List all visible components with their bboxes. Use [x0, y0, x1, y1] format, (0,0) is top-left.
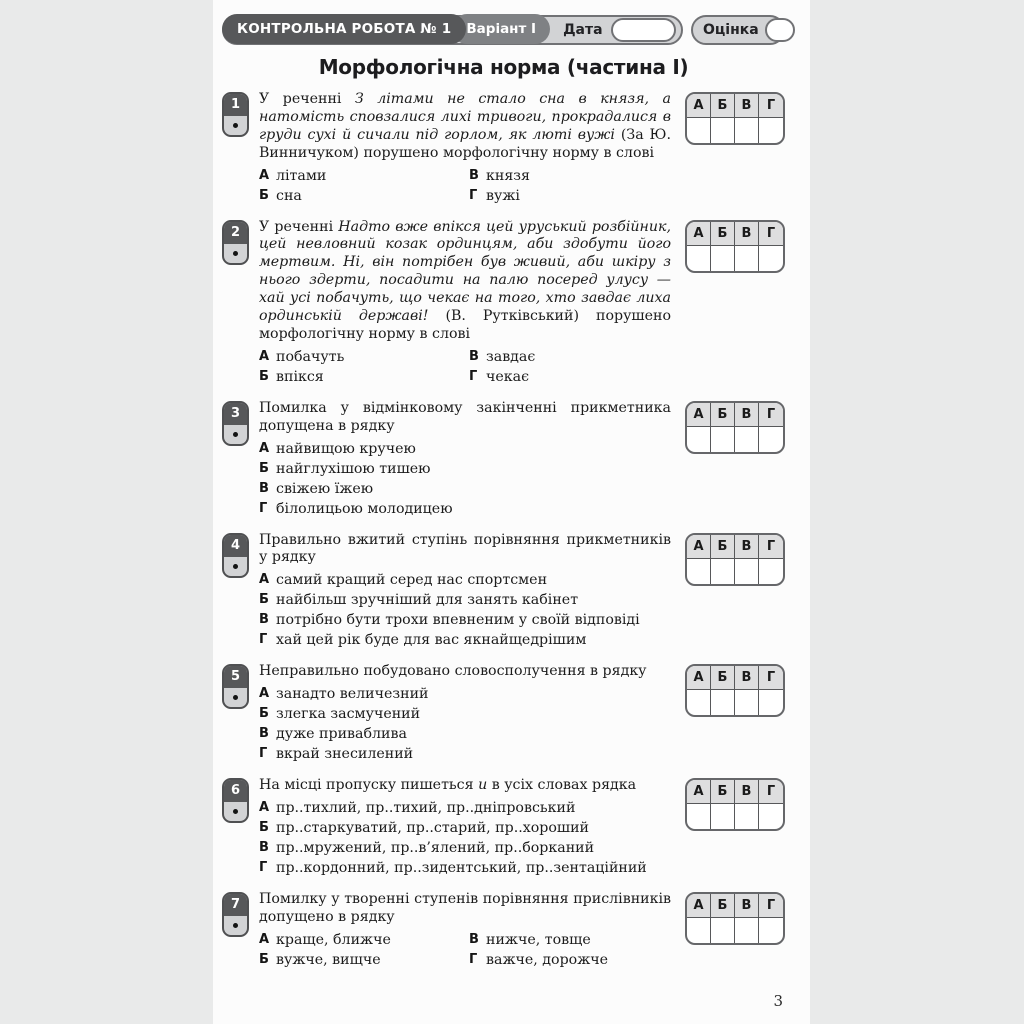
- option-a: [259, 798, 671, 818]
- option-letter: Б: [259, 820, 269, 836]
- grid-header-g: Г: [766, 225, 776, 241]
- option-text: пр..тихлий, пр..тихий, пр..дніпровський: [276, 800, 576, 817]
- option-letter: Б: [259, 951, 269, 967]
- option-text: вужче, вищче: [276, 951, 381, 968]
- grid-header-v: В: [735, 780, 759, 803]
- question-number-badge: [222, 664, 249, 709]
- option-b: [259, 818, 671, 838]
- answer-cell[interactable]: [759, 427, 783, 452]
- option-a: [259, 166, 461, 186]
- option-letter: А: [259, 931, 270, 947]
- control-work-title: КОНТРОЛЬНА РОБОТА № 1: [222, 14, 466, 44]
- option-text: хай цей рік буде для вас якнайщедрішим: [276, 632, 587, 649]
- badge-dot-area: [224, 425, 247, 444]
- option-v: [259, 610, 671, 630]
- option-b: [259, 590, 671, 610]
- grid-header-a: А: [687, 894, 711, 917]
- grid-header-a: А: [687, 403, 711, 426]
- options-list: [259, 570, 671, 650]
- question-7: [222, 891, 785, 970]
- answer-cell[interactable]: [759, 804, 783, 829]
- option-v: [259, 838, 671, 858]
- option-text: чекає: [486, 368, 530, 385]
- option-text: білолицьою молодицею: [276, 500, 453, 517]
- option-text: потрібно бути трохи впевненим у своїй відповіді: [276, 612, 640, 629]
- answer-grid-header: [687, 780, 783, 804]
- option-letter: Б: [259, 706, 269, 722]
- option-text: злегка засмучений: [276, 706, 421, 723]
- bullet-dot-icon: [233, 123, 238, 128]
- answer-cell[interactable]: [687, 559, 711, 584]
- answer-cell[interactable]: [711, 427, 735, 452]
- answer-grid-header: [687, 666, 783, 690]
- option-b: [259, 459, 671, 479]
- option-text: пр..старкуватий, пр..старий, пр..хороший: [276, 820, 589, 837]
- option-letter: Г: [469, 951, 478, 967]
- question-4: [222, 532, 785, 651]
- option-a: [259, 684, 671, 704]
- option-text: найглухішою тишею: [276, 460, 431, 477]
- question-body: [259, 91, 671, 206]
- bullet-dot-icon: [233, 251, 238, 256]
- option-a: [259, 347, 461, 367]
- question-body: [259, 777, 671, 878]
- answer-grid: [685, 533, 785, 586]
- badge-dot-area: [224, 802, 247, 821]
- option-g: [469, 186, 671, 206]
- option-letter: Б: [259, 368, 269, 384]
- option-v: [469, 347, 671, 367]
- grid-header-b: Б: [711, 94, 735, 117]
- option-letter: В: [259, 612, 269, 628]
- page-number: 3: [773, 992, 783, 1010]
- question-3: [222, 400, 785, 519]
- question-body: [259, 400, 671, 519]
- answer-grid: [685, 220, 785, 273]
- option-text: літами: [276, 167, 327, 184]
- variant-badge: Варіант I: [452, 14, 550, 44]
- answer-grid-header: [687, 94, 783, 118]
- answer-cell[interactable]: [759, 559, 783, 584]
- option-v: [469, 930, 671, 950]
- grid-header-b: Б: [711, 403, 735, 426]
- answer-grid-header: [687, 403, 783, 427]
- question-number: 5: [224, 666, 247, 688]
- answer-cell[interactable]: [759, 918, 783, 943]
- option-b: [259, 950, 461, 970]
- answer-cell[interactable]: [711, 690, 735, 715]
- option-text: найвищою кручею: [276, 440, 416, 457]
- grid-header-b: Б: [711, 666, 735, 689]
- option-b: [259, 367, 461, 387]
- badge-dot-area: [224, 688, 247, 707]
- option-a: [259, 439, 671, 459]
- bullet-dot-icon: [233, 923, 238, 928]
- question-stem: Помилка у відмінковому закінченні прикметника допущена в рядку: [259, 399, 671, 434]
- answer-grid-body: [687, 246, 783, 271]
- options-list: [259, 798, 671, 878]
- answer-cell[interactable]: [687, 118, 711, 143]
- option-letter: В: [259, 726, 269, 742]
- answer-cell[interactable]: [687, 246, 711, 271]
- option-letter: Г: [259, 860, 268, 876]
- answer-grid-body: [687, 690, 783, 715]
- grid-header-b: Б: [711, 780, 735, 803]
- option-g: [259, 858, 671, 878]
- option-letter: А: [259, 800, 270, 816]
- grid-header-g: Г: [766, 406, 776, 422]
- answer-grid: [685, 401, 785, 454]
- options-list: [259, 439, 671, 519]
- date-label: Дата: [563, 22, 603, 38]
- option-letter: А: [259, 440, 270, 456]
- answer-cell[interactable]: [687, 690, 711, 715]
- answer-grid-header: [687, 222, 783, 246]
- grid-header-g: Г: [766, 670, 776, 686]
- option-letter: В: [469, 348, 479, 364]
- option-letter: Б: [259, 460, 269, 476]
- badge-dot-area: [224, 916, 247, 935]
- option-text: нижче, товще: [486, 931, 591, 948]
- answer-cell[interactable]: [687, 804, 711, 829]
- option-text: побачуть: [276, 348, 345, 365]
- option-g: [259, 630, 671, 650]
- options-list: [259, 166, 671, 206]
- answer-cell[interactable]: [711, 246, 735, 271]
- options-list: [259, 684, 671, 764]
- grid-header-v: В: [735, 403, 759, 426]
- option-letter: А: [259, 686, 270, 702]
- option-text: дуже приваблива: [276, 726, 407, 743]
- grade-label: Оцінка: [703, 22, 759, 38]
- option-b: [259, 186, 461, 206]
- grid-header-a: А: [687, 94, 711, 117]
- question-number: 3: [224, 403, 247, 425]
- option-b: [259, 704, 671, 724]
- badge-dot-area: [224, 244, 247, 263]
- question-number: 2: [224, 222, 247, 244]
- option-a: [259, 570, 671, 590]
- answer-grid: [685, 778, 785, 831]
- answer-cell[interactable]: [759, 246, 783, 271]
- question-body: [259, 532, 671, 651]
- grid-header-a: А: [687, 666, 711, 689]
- answer-cell[interactable]: [711, 118, 735, 143]
- option-text: вкрай знесилений: [276, 746, 414, 763]
- answer-grid-body: [687, 427, 783, 452]
- option-letter: В: [469, 167, 479, 183]
- option-g: [259, 744, 671, 764]
- worksheet-page: [213, 0, 810, 1024]
- grid-header-v: В: [735, 535, 759, 558]
- answer-grid-header: [687, 894, 783, 918]
- answer-cell[interactable]: [687, 918, 711, 943]
- answer-cell[interactable]: [711, 804, 735, 829]
- answer-cell[interactable]: [735, 918, 759, 943]
- option-g: [469, 367, 671, 387]
- option-letter: В: [259, 840, 269, 856]
- answer-grid-body: [687, 918, 783, 943]
- answer-cell[interactable]: [735, 118, 759, 143]
- option-text: занадто величезний: [276, 686, 429, 703]
- question-number-badge: [222, 220, 249, 265]
- date-input[interactable]: [611, 18, 676, 42]
- question-number: 7: [224, 894, 247, 916]
- option-a: [259, 930, 461, 950]
- grid-header-a: А: [687, 780, 711, 803]
- option-text: краще, ближче: [276, 931, 391, 948]
- answer-cell[interactable]: [711, 559, 735, 584]
- option-v: [469, 166, 671, 186]
- bullet-dot-icon: [233, 695, 238, 700]
- question-stem: У реченні З літами не стало сна в князя, а натомість сповзалися лихі тривоги, прокрадалися в груди сухі й сичали під горлом, як люті вужі (За Ю. Винничуком) порушено морфологічну норму в слові: [259, 91, 671, 161]
- question-stem: У реченні Надто вже впікся цей уруський розбійник, цей невловний козак ординцям, аби здобути його мертвим. Ні, він потрібен був живий, аби шкіру з нього здерти, посадити на палю посеред улусу — хай усі побачуть, що чекає на того, хто завдає лиха ординській державі! (В. Рутківський) порушено морфологічну норму в слові: [259, 218, 671, 342]
- option-letter: Б: [259, 187, 269, 203]
- question-5: [222, 663, 785, 764]
- option-text: сна: [276, 187, 302, 204]
- grid-header-v: В: [735, 666, 759, 689]
- question-6: [222, 777, 785, 878]
- grid-header-v: В: [735, 222, 759, 245]
- question-number: 1: [224, 94, 247, 116]
- option-text: самий кращий серед нас спортсмен: [276, 572, 548, 589]
- option-v: [259, 724, 671, 744]
- option-text: князя: [486, 167, 530, 184]
- answer-cell[interactable]: [687, 427, 711, 452]
- option-text: важче, дорожче: [486, 951, 609, 968]
- question-number-badge: [222, 892, 249, 937]
- grid-header-a: А: [687, 222, 711, 245]
- option-letter: А: [259, 572, 270, 588]
- question-number-badge: [222, 533, 249, 578]
- badge-dot-area: [224, 557, 247, 576]
- option-g: [469, 950, 671, 970]
- bullet-dot-icon: [233, 432, 238, 437]
- question-body: [259, 891, 671, 970]
- answer-grid-header: [687, 535, 783, 559]
- bullet-dot-icon: [233, 564, 238, 569]
- answer-cell[interactable]: [711, 918, 735, 943]
- question-number: 4: [224, 535, 247, 557]
- question-1: [222, 91, 785, 206]
- answer-grid-body: [687, 804, 783, 829]
- option-text: завдає: [486, 348, 536, 365]
- option-g: [259, 499, 671, 519]
- grid-header-b: Б: [711, 535, 735, 558]
- option-text: вужі: [486, 187, 520, 204]
- question-number: 6: [224, 780, 247, 802]
- bullet-dot-icon: [233, 809, 238, 814]
- grid-header-v: В: [735, 894, 759, 917]
- answer-cell[interactable]: [759, 118, 783, 143]
- grid-header-g: Г: [766, 538, 776, 554]
- option-letter: В: [469, 931, 479, 947]
- options-list: [259, 347, 671, 387]
- grid-header-v: В: [735, 94, 759, 117]
- answer-cell[interactable]: [735, 559, 759, 584]
- grade-bar: [691, 15, 785, 45]
- question-number-badge: [222, 778, 249, 823]
- option-letter: Г: [259, 746, 268, 762]
- grid-header-b: Б: [711, 894, 735, 917]
- option-letter: Г: [469, 368, 478, 384]
- question-stem: На місці пропуску пишеться и в усіх словах рядка: [259, 777, 637, 794]
- option-text: свіжею їжею: [276, 480, 374, 497]
- header-bar: [222, 15, 683, 45]
- option-text: найбільш зручніший для занять кабінет: [276, 592, 579, 609]
- question-stem: Неправильно побудовано словосполучення в рядку: [259, 663, 647, 680]
- badge-dot-area: [224, 116, 247, 135]
- grade-input[interactable]: [765, 18, 795, 42]
- answer-cell[interactable]: [735, 690, 759, 715]
- options-list: [259, 930, 671, 970]
- question-number-badge: [222, 401, 249, 446]
- option-letter: В: [259, 480, 269, 496]
- grid-header-g: Г: [766, 898, 776, 914]
- answer-grid: [685, 892, 785, 945]
- option-text: пр..кордонний, пр..зидентський, пр..зентаційний: [276, 860, 647, 877]
- question-stem: Правильно вжитий ступінь порівняння прикметників у рядку: [259, 531, 671, 566]
- grid-header-b: Б: [711, 222, 735, 245]
- grid-header-g: Г: [766, 784, 776, 800]
- question-body: [259, 219, 671, 387]
- option-letter: Г: [259, 632, 268, 648]
- question-stem: Помилку у творенні ступенів порівняння прислівників допущено в рядку: [259, 891, 671, 926]
- option-letter: Г: [259, 500, 268, 516]
- option-letter: А: [259, 348, 270, 364]
- answer-cell[interactable]: [735, 246, 759, 271]
- question-number-badge: [222, 92, 249, 137]
- answer-grid: [685, 664, 785, 717]
- question-body: [259, 663, 671, 764]
- option-letter: А: [259, 167, 270, 183]
- answer-grid: [685, 92, 785, 145]
- page-title: Морфологічна норма (частина I): [318, 55, 689, 79]
- header-row: [222, 15, 785, 45]
- option-letter: Г: [469, 187, 478, 203]
- answer-cell[interactable]: [735, 804, 759, 829]
- option-text: пр..мружений, пр..в’ялений, пр..борканий: [276, 840, 595, 857]
- answer-grid-body: [687, 559, 783, 584]
- answer-grid-body: [687, 118, 783, 143]
- grid-header-g: Г: [766, 98, 776, 113]
- question-2: [222, 219, 785, 387]
- answer-cell[interactable]: [759, 690, 783, 715]
- option-letter: Б: [259, 592, 269, 608]
- option-text: впікся: [276, 368, 324, 385]
- grid-header-a: А: [687, 535, 711, 558]
- option-v: [259, 479, 671, 499]
- answer-cell[interactable]: [735, 427, 759, 452]
